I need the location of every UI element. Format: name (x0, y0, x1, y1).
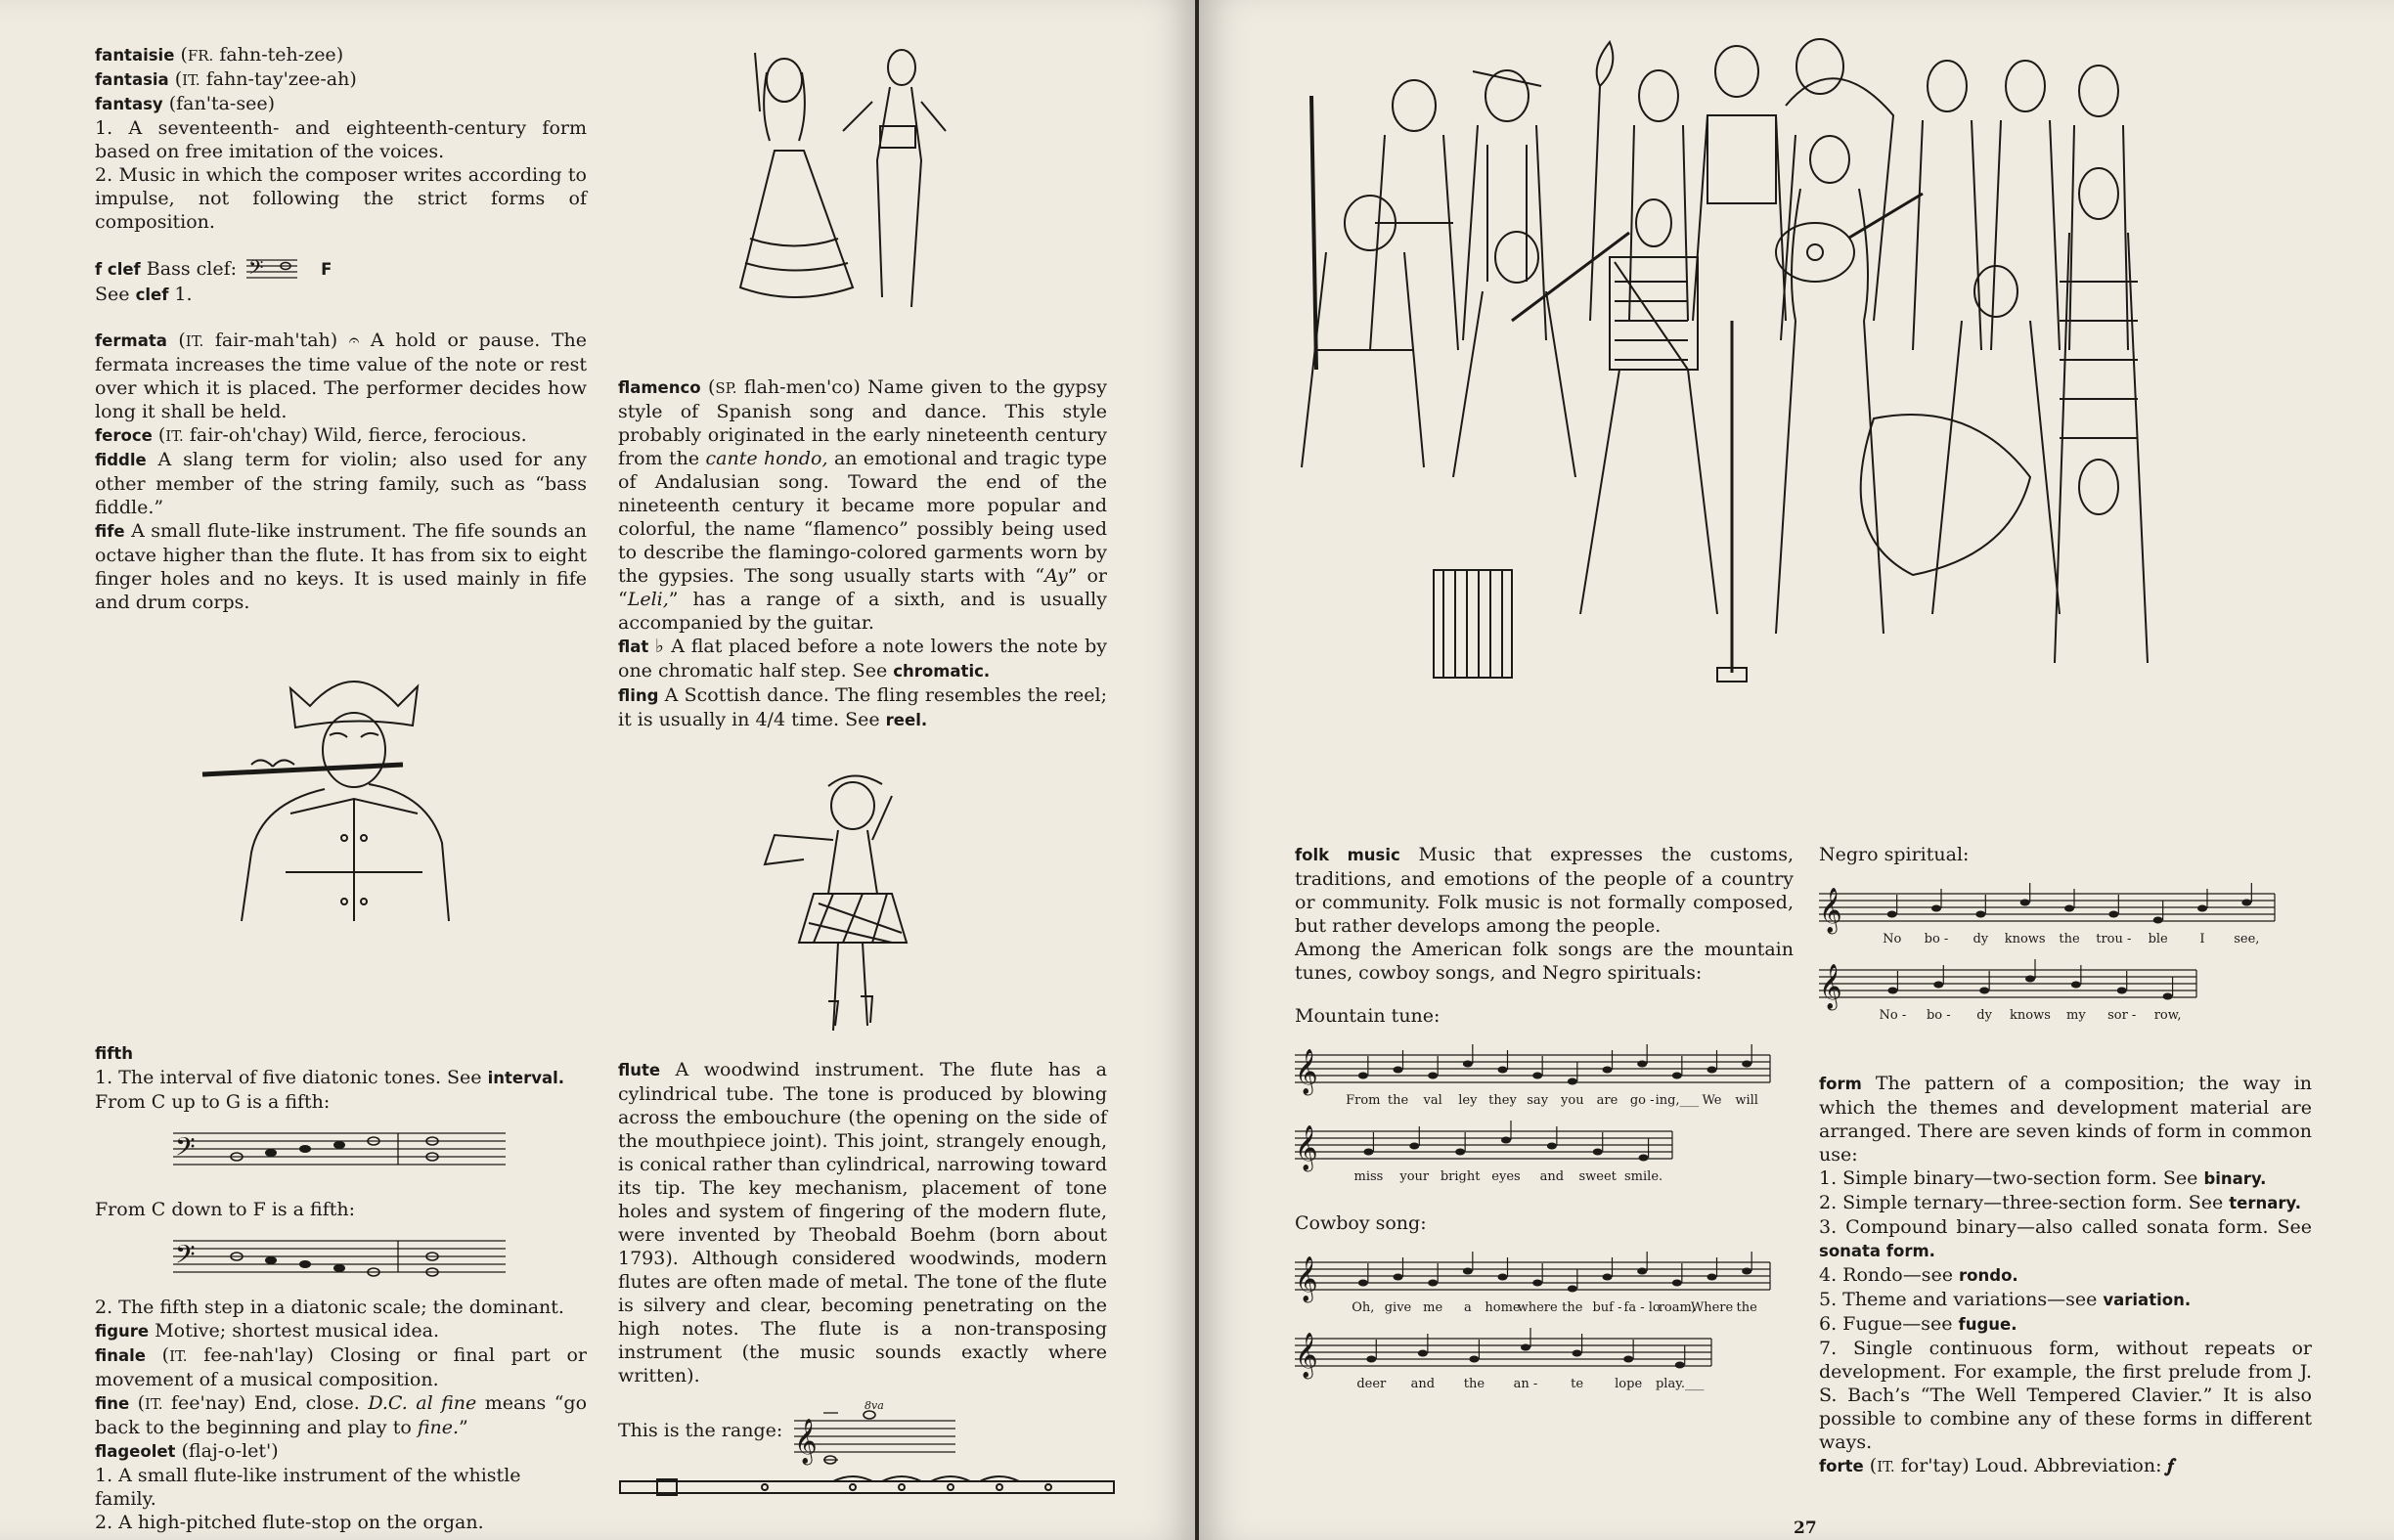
lyric-syllable: an - (1513, 1377, 1538, 1391)
note (1532, 1073, 1542, 1079)
note (2064, 905, 2074, 912)
forte-icon: 𝆑 (2167, 1455, 2174, 1476)
svg-text:𝄢: 𝄢 (175, 1239, 196, 1276)
lyric-syllable: give (1384, 1300, 1412, 1315)
note (2071, 982, 2081, 989)
lyric-syllable: knows (2004, 932, 2046, 946)
note (1418, 1350, 1428, 1357)
music-staff (1295, 1258, 1774, 1315)
lyric-syllable: smile. (1624, 1169, 1663, 1184)
note (1366, 1356, 1376, 1363)
note (1675, 1362, 1685, 1369)
note (2020, 900, 2030, 906)
flute-range (618, 1399, 1107, 1464)
note (1358, 1073, 1368, 1079)
music-staff (1819, 966, 2200, 1023)
entry-fiddle: fiddle A slang term for violin; also used for any other member of the string family, such as “bass fiddle.” (95, 449, 587, 518)
lyric-syllable: sor - (2107, 1008, 2137, 1023)
fantasy-def-2: 2. Music in which the composer writes according to impulse, not following the strict forms of composition. (95, 164, 587, 233)
entry-f-clef: f clef Bass clef: 𝄢 F (95, 256, 332, 284)
note (1568, 1078, 1577, 1085)
note (1498, 1274, 1508, 1281)
entry-flute: flute A woodwind instrument. The flute has a cylindrical tube. The tone is produced by blowing across the embouchure (the opening on the side of the mouthpiece joint). This joint, strangely enough, is conical rather than cylindrical, narrowing toward its tip. The key mechanism, placement of tone holes and system of fingering of the modern flute, were invented by Theobald Boehm (born about 1793). Although considered woodwinds, modern flutes are often made of metal. The tone of the flute is silvery and clear, becoming penetrating on the high notes. The flute is a non-transposing instrument (the music sounds exactly where written). (618, 1059, 1107, 1386)
entry-fife: fife A small flute-like instrument. The fife sounds an octave higher than the flute. It has from six to eight finger holes and no keys. It is used mainly in fife and drum corps. (95, 520, 587, 613)
lyric-syllable: the (1463, 1377, 1485, 1391)
f-clef-see: See clef 1. (95, 284, 193, 305)
note (1409, 1143, 1419, 1150)
form-item: 3. Compound binary—also called sonata form. See sonata form. (1819, 1216, 2312, 1260)
lyric-syllable: From (1346, 1093, 1381, 1108)
flat-icon: ♭ (654, 636, 665, 657)
lyric-syllable: knows (2010, 1008, 2051, 1023)
treble-clef-icon: 𝄞 (1295, 1256, 1318, 1301)
entry-forte: forte (IT. for'tay) Loud. Abbreviation: 𝆑 (1819, 1455, 2174, 1476)
treble-clef-icon: 𝄞 (1295, 1125, 1318, 1170)
entry-feroce: feroce (IT. fair-oh'chay) Wild, fierce, ferocious. (95, 424, 527, 446)
entry-fermata: fermata (IT. fair-mah'tah) 𝄐 A hold or pause. The fermata increases the time value of the note or rest over which it is placed. The performer decides how long it shall be held. (95, 330, 587, 422)
fifth-block (95, 1042, 587, 1534)
flageolet-def-1: 1. A small flute-like instrument of the whistle family. (95, 1465, 521, 1510)
cowboy-song-label: Cowboy song: (1295, 1212, 1427, 1234)
note (1623, 1356, 1633, 1363)
note (2117, 988, 2127, 994)
form-item: 2. Simple ternary—three-section form. See ternary. (1819, 1192, 2302, 1213)
note (1428, 1073, 1438, 1079)
octave-mark: 8va (864, 1399, 884, 1412)
entry-flat: flat ♭ A flat placed before a note lowers the note by one chromatic half step. See chromatic. (618, 636, 1108, 682)
entry-finale: finale (IT. fee-nah'lay) Closing or final part or movement of a musical composition. (95, 1344, 588, 1390)
treble-clef-icon: 𝄞 (1295, 1049, 1318, 1094)
fantasy-def-1: 1. A seventeenth- and eighteenth-century form based on free imitation of the voices. (95, 117, 587, 162)
entry-fantasia: fantasia (IT. fahn-tay'zee-ah) (95, 68, 357, 90)
lyric-syllable: bo - (1924, 932, 1949, 946)
lyric-syllable: Where (1690, 1300, 1734, 1315)
note (1707, 1067, 1717, 1074)
note (1931, 905, 1941, 912)
note (2163, 993, 2173, 1000)
flute-illustration (618, 1472, 1117, 1505)
note (1428, 1280, 1438, 1287)
fifth-down-staff (173, 1235, 525, 1278)
lyric-syllable: me (1423, 1300, 1443, 1315)
note (1707, 1274, 1717, 1281)
spiritual-label: Negro spiritual: (1819, 844, 1970, 865)
lyric-syllable: No - (1879, 1008, 1907, 1023)
lyric-syllable: dy (1973, 932, 1989, 946)
lyric-syllable: they (1488, 1093, 1517, 1108)
lyric-syllable: home (1485, 1300, 1521, 1315)
form-item: 6. Fugue—see fugue. (1819, 1313, 2017, 1335)
lyric-syllable: te (1571, 1377, 1584, 1391)
note (1463, 1061, 1473, 1068)
note (1639, 1155, 1649, 1162)
note (1975, 911, 1985, 918)
fifth-up-label: From C up to G is a fifth: (95, 1091, 331, 1113)
lyric-syllable: the (1562, 1300, 1583, 1315)
lyric-syllable: lope (1615, 1377, 1643, 1391)
lyric-syllable: We (1702, 1093, 1722, 1108)
lyric-syllable: a (1463, 1300, 1472, 1315)
lyric-syllable: ble (2148, 932, 2168, 946)
lyric-syllable: val (1423, 1093, 1442, 1108)
lyric-syllable: sweet (1578, 1169, 1617, 1184)
mountain-tune-staff-1 (1295, 1051, 1794, 1114)
note (2025, 976, 2035, 983)
spiritual-staff-1 (1819, 890, 2312, 952)
note (1568, 1286, 1577, 1293)
lyric-syllable: I (2199, 932, 2205, 946)
svg-text:𝄞: 𝄞 (794, 1419, 818, 1464)
note (1742, 1268, 1751, 1275)
entry-form: form The pattern of a composition; the way in which the themes and development material are arranged. There are seven kinds of form in common use: (1819, 1073, 2313, 1166)
note (1547, 1143, 1557, 1150)
note (1532, 1280, 1542, 1287)
note (1887, 988, 1897, 994)
note (1573, 1350, 1582, 1357)
fermata-icon: 𝄐 (348, 330, 360, 351)
lyric-syllable: ley (1458, 1093, 1478, 1108)
lyric-syllable: miss (1353, 1169, 1384, 1184)
lyric-syllable: deer (1356, 1377, 1387, 1391)
fife-player-illustration (193, 618, 515, 921)
entry-fifth: fifth (95, 1044, 134, 1063)
lyric-syllable: will (1735, 1093, 1758, 1108)
entry-folk-music: folk music Music that expresses the customs, traditions, and emotions of the people of a country or community. Folk music is not formally composed, but rather develops among the people. (1295, 844, 1794, 937)
note (1742, 1061, 1751, 1068)
note (1455, 1149, 1465, 1156)
note (1603, 1067, 1613, 1074)
folk-singers-illustration (1287, 27, 2245, 780)
note (1501, 1137, 1511, 1144)
lyric-syllable: dy (1976, 1008, 1992, 1023)
entry-fling: fling A Scottish dance. The fling resembles the reel; it is usually in 4/4 time. See reel. (618, 684, 1107, 730)
form-column (1819, 843, 2312, 1478)
form-item: 5. Theme and variations—see variation. (1819, 1289, 2192, 1310)
lyric-syllable: bo - (1926, 1008, 1951, 1023)
entry-flamenco: flamenco (SP. flah-men'co) Name given to the gypsy style of Spanish song and dance. This style probably originated in the early nineteenth century from the cante hondo, an emotional and tragic type of Andalusian song. Toward the end of the nineteenth century it became more popular and colorful, the name “flamenco” possibly being used to describe the flamingo-colored garments worn by the gypsies. The song usually starts with “Ay” or “Leli,” has a range of a sixth, and is usually accompanied by the guitar. (618, 376, 1108, 634)
flamenco-dancers-illustration (716, 43, 970, 336)
lyric-syllable: your (1399, 1169, 1430, 1184)
note (1672, 1073, 1682, 1079)
note (1463, 1268, 1473, 1275)
flute-range-staff (794, 1399, 960, 1464)
note (1672, 1280, 1682, 1287)
note (1637, 1061, 1647, 1068)
music-staff (1295, 1335, 1715, 1391)
lyric-syllable: and (1410, 1377, 1436, 1391)
note (1887, 911, 1897, 918)
note (2153, 917, 2163, 924)
lyric-syllable: trou - (2096, 932, 2132, 946)
left-page-right-column (618, 43, 1108, 1464)
entry-fantaisie: fantaisie (FR. fahn-teh-zee) (95, 44, 344, 66)
flageolet-def-2: 2. A high-pitched flute-stop on the organ. (95, 1512, 484, 1533)
lyric-syllable: and (1539, 1169, 1565, 1184)
page-number: 27 (1794, 1518, 1817, 1538)
note (1979, 988, 1989, 994)
note (1498, 1067, 1508, 1074)
spiritual-staff-2 (1819, 966, 2312, 1029)
form-list (1819, 1166, 2312, 1454)
mountain-tune-label: Mountain tune: (1295, 1005, 1441, 1027)
lyric-syllable: fa - lo (1623, 1300, 1661, 1315)
treble-clef-icon: 𝄞 (1819, 888, 1842, 933)
lyric-syllable: eyes (1491, 1169, 1521, 1184)
cowboy-song-staff-1 (1295, 1258, 1794, 1321)
cowboy-song-staff-2 (1295, 1335, 1794, 1397)
treble-clef-icon: 𝄞 (1295, 1333, 1318, 1378)
note (1394, 1274, 1403, 1281)
bass-clef-icon (246, 257, 315, 283)
note (1933, 982, 1943, 989)
lyric-syllable: the (1387, 1093, 1409, 1108)
lyric-syllable: ing,___ (1655, 1093, 1700, 1108)
flute-range-label: This is the range: (618, 1420, 783, 1441)
fifth-def-2: 2. The fifth step in a diatonic scale; the dominant. (95, 1297, 564, 1318)
note (1358, 1280, 1368, 1287)
note (2241, 900, 2251, 906)
lyric-syllable: No (1883, 932, 1902, 946)
music-staff (1295, 1051, 1774, 1108)
note (2108, 911, 2118, 918)
folk-music-examples: Among the American folk songs are the mountain tunes, cowboy songs, and Negro spirituals: (1295, 939, 1794, 984)
lyric-syllable: Oh, (1352, 1300, 1375, 1315)
svg-text:𝄢: 𝄢 (248, 256, 264, 284)
fifth-up-staff (173, 1127, 525, 1170)
entry-fantasy: fantasy (fan'ta-see) (95, 93, 275, 114)
fifth-def-1: 1. The interval of five diatonic tones. See interval. (95, 1067, 565, 1088)
lyric-syllable: row, (2153, 1008, 2182, 1023)
lyric-syllable: buf - (1592, 1300, 1622, 1315)
treble-clef-icon: 𝄞 (1819, 964, 1842, 1009)
fifth-down-label: From C down to F is a fifth: (95, 1199, 356, 1220)
note (1593, 1149, 1603, 1156)
entry-flageolet: flageolet (flaj-o-let') (95, 1440, 279, 1462)
music-staff (1295, 1127, 1676, 1184)
form-item: 1. Simple binary—two-section form. See binary. (1819, 1167, 2267, 1189)
lyric-syllable: play.___ (1655, 1377, 1705, 1391)
note (1521, 1344, 1530, 1351)
lyric-syllable: my (2066, 1008, 2086, 1023)
highland-dancer-illustration (745, 767, 980, 1040)
flute-block (618, 1058, 1107, 1505)
lyric-syllable: are (1596, 1093, 1618, 1108)
lyric-syllable: go - (1629, 1093, 1655, 1108)
music-staff (1819, 890, 2279, 946)
lyric-syllable: the (2059, 932, 2080, 946)
right-page (1199, 0, 2394, 1540)
entry-fine: fine (IT. fee'nay) End, close. D.C. al fine means “go back to the beginning and play to fine.” (95, 1392, 588, 1438)
lyric-syllable: you (1561, 1093, 1584, 1108)
note (2197, 905, 2207, 912)
note (1637, 1268, 1647, 1275)
entry-figure: figure Motive; shortest musical idea. (95, 1320, 440, 1342)
note (1469, 1356, 1479, 1363)
lyric-syllable: roam, (1658, 1300, 1696, 1315)
svg-text:𝄢: 𝄢 (175, 1131, 196, 1168)
lyric-syllable: where (1517, 1300, 1558, 1315)
mountain-tune-staff-2 (1295, 1127, 1794, 1190)
lyric-syllable: see, (2234, 932, 2260, 946)
form-item: 4. Rondo—see rondo. (1819, 1264, 2018, 1286)
note (1394, 1067, 1403, 1074)
lyric-syllable: the (1736, 1300, 1757, 1315)
left-column (95, 43, 588, 1533)
form-item: 7. Single continuous form, without repeats or development. For example, the first prelude from J. S. Bach’s “The Well Tempered Clavier.” It is also possible to combine any of these forms in different ways. (1819, 1338, 2312, 1453)
lyric-syllable: say (1527, 1093, 1549, 1108)
note (1603, 1274, 1613, 1281)
left-page (0, 0, 1195, 1540)
note (1363, 1149, 1373, 1156)
folk-music-column (1295, 843, 1794, 1397)
lyric-syllable: bright (1440, 1169, 1481, 1184)
